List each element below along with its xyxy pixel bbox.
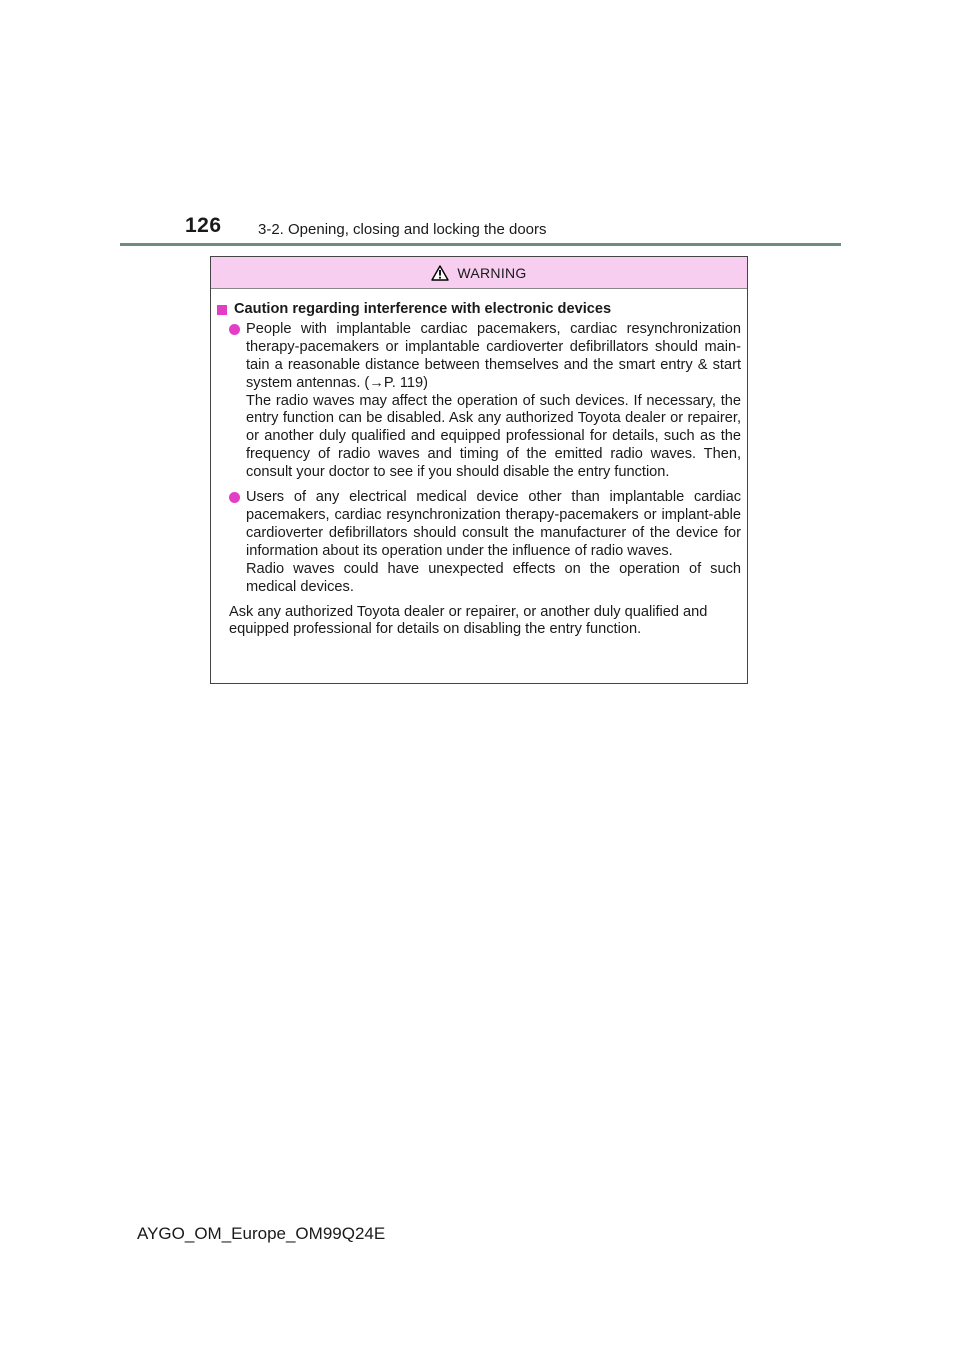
list-item <box>217 321 741 482</box>
closing-paragraph: Ask any authorized Toyota dealer or repairer, or another duly qualified and equipped professional for details on disabling the entry function. <box>229 603 708 638</box>
round-bullet-icon <box>229 492 240 503</box>
paragraph: Users of any electrical medical device other than implantable cardiac pacemakers, cardiac resynchronization therapy-pacemakers or implant-able cardioverter defibrillators should consult the manufacturer of the device for information about its operation under the influence of radio waves. <box>246 489 741 559</box>
paragraph: People with implantable cardiac pacemakers, cardiac resynchronization therapy-pacemakers or implantable cardioverter defibrillators should main-tain a reasonable distance between themselves and the smart entry & start system antennas. (→P. 119) <box>246 320 741 391</box>
paragraph: Radio waves could have unexpected effects on the operation of such medical devices. <box>246 560 741 595</box>
warning-subheading <box>217 301 741 319</box>
paragraph: The radio waves may affect the operation of such devices. If necessary, the entry function can be disabled. Ask any authorized Toyota dealer or repairer, or another duly qualified and equipped professional for details, such as the frequency of radio waves and timing of the emitted radio waves. Then, consult your doctor to see if you should disable the entry function. <box>246 392 741 481</box>
round-bullet-icon <box>229 324 240 335</box>
warning-body <box>211 289 747 639</box>
list-item-text <box>246 489 741 596</box>
section-title: 3-2. Opening, closing and locking the doors <box>258 221 547 238</box>
list-item-text <box>246 321 741 482</box>
header-rule <box>120 243 841 246</box>
square-bullet-icon <box>217 305 227 315</box>
warning-box <box>210 256 748 684</box>
list-item <box>217 489 741 596</box>
page-number: 126 <box>185 214 222 237</box>
warning-triangle-icon <box>431 265 449 281</box>
warning-header <box>211 257 747 289</box>
footer-doc-id: AYGO_OM_Europe_OM99Q24E <box>137 1224 386 1243</box>
subheading-text: Caution regarding interference with electronic devices <box>234 301 612 317</box>
warning-label: WARNING <box>457 264 527 281</box>
